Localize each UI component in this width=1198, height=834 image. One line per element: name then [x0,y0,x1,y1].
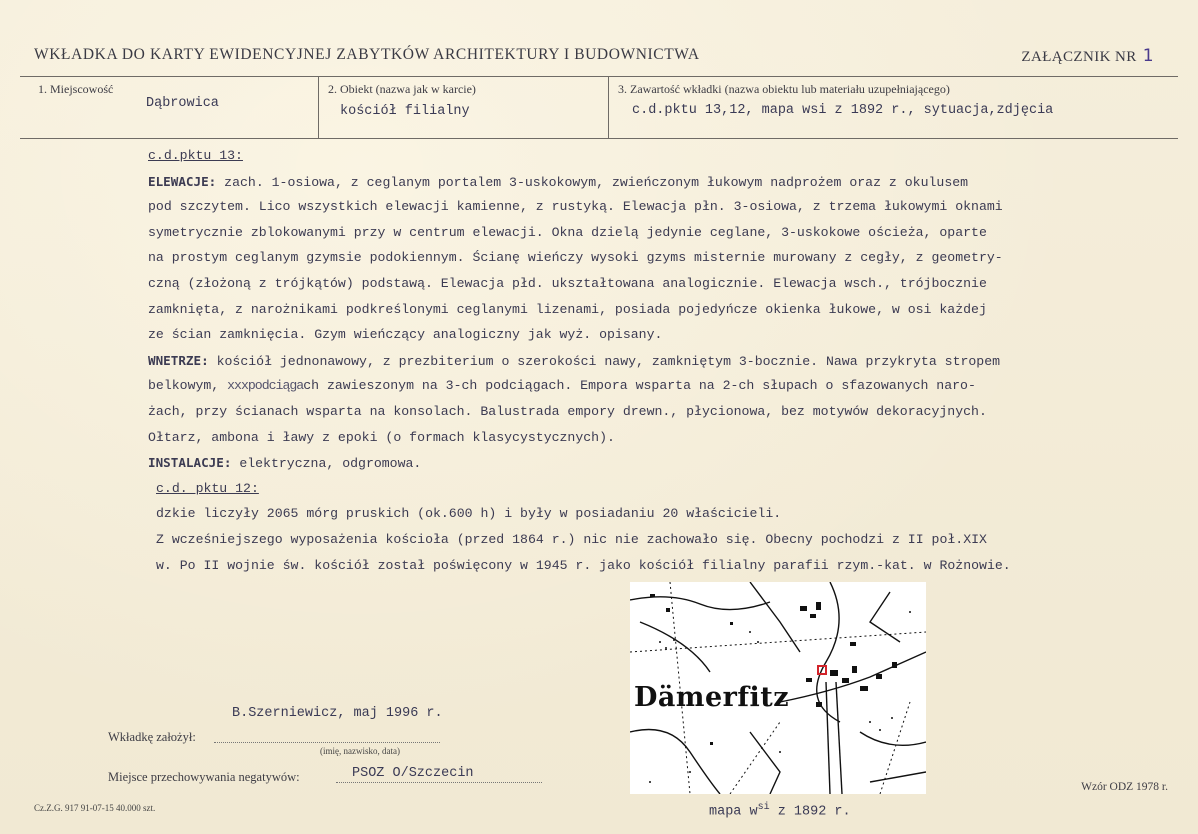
point12-line-3: w. Po II wojnie św. kościół został poświęcony w 1945 r. jako kościół filialny parafii rzym.-kat. w Rożnowie. [156,557,1011,573]
elevations-line-5: czną (złożoną z trójkątów) podstawą. Elewacja płd. ukształtowana analogicznie. Elewacja wsch., trójbocznie [148,275,987,291]
historic-map-image [630,582,926,794]
form-template-info: Wzór ODZ 1978 r. [1081,781,1168,793]
author-label: Wkładkę założył: [108,730,196,744]
map-village-label: Dämerfitz [634,682,790,713]
struck-out-text: xxxpodciąga [227,378,304,394]
field-location-value: Dąbrowica [146,96,219,111]
table-divider-1 [318,76,319,138]
print-info: Cz.Z.G. 917 91-07-15 40.000 szt. [34,803,156,813]
author-hint: (imię, nazwisko, data) [320,746,400,756]
attachment-label: ZAŁĄCZNIK NR [1021,49,1137,65]
elevations-line-7: ze ścian zamknięcia. Gzym wieńczący analogiczny jak wyż. opisany. [148,327,663,343]
point12-line-1: dzkie liczyły 2065 mórg pruskich (ok.600 h) i były w posiadaniu 20 właścicieli. [156,506,782,522]
field-object-label: 2. Obiekt (nazwa jak w karcie) [328,82,476,96]
interior-line-4: Ołtarz, ambona i ławy z epoki (o formach klasycystycznych). [148,429,615,445]
elevations-line-3: symetrycznie zblokowanymi przy w centrum elewacji. Okna dzielą jedynie ceglane, 3-uskokowe ościeża, oparte [148,224,987,240]
map-caption: mapa $w^{si}$ z 1892 r. [709,802,851,820]
author-typed: B.Szerniewicz, maj 1996 r. [232,706,443,721]
field-contents-value: c.d.pktu 13,12, mapa wsi z 1892 r., sytuacja,zdjęcia [632,103,1054,118]
negatives-storage-label: Miejsce przechowywania negatywów: [108,770,300,784]
elevations-line-6: zamknięta, z narożnikami podkreślonymi ceglanymi lizenami, posiada pojedyńcze okienka łukowe, w osi każdej [148,301,987,317]
interior-line-2: belkowym, xxxpodciągach zawieszonym na 3-ch podciągach. Empora wsparta na 2-ch słupach o sfazowanych naro- [148,378,976,394]
point12-line-2: Z wcześniejszego wyposażenia kościoła (przed 1864 r.) nic nie zachowało się. Obecny pochodzi z II poł.XIX [156,531,987,547]
table-divider-2 [608,76,609,138]
interior-line-1: WNETRZE: kościół jednonawowy, z prezbiterium o szerokości nawy, zamkniętym 3-bocznie. Nawa przykryta stropem [148,352,1001,369]
attachment-handwritten-number: 1 [1142,46,1154,66]
field-location-label: 1. Miejscowość [38,82,114,96]
ref-point-13: c.d.pktu 13: [148,148,243,163]
negatives-storage-value: PSOZ O/Szczecin [352,766,474,781]
elevations-line-2: pod szczytem. Lico wszystkich elewacji kamienne, z rustyką. Elewacja płn. 3-osiowa, z trzema łukowymi oknami [148,199,1003,215]
elevations-line-1: ELEWACJE: zach. 1-osiowa, z ceglanym portalem 3-uskokowym, zwieńczonym łukowym nadprożem oraz z okulusem [148,173,969,190]
form-title: WKŁADKA DO KARTY EWIDENCYJNEJ ZABYTKÓW ARCHITEKTURY I BUDOWNICTWA [34,46,700,63]
table-top-rule [20,76,1178,77]
author-dotted-line [214,742,440,743]
installations-line: INSTALACJE: elektryczna, odgromowa. [148,455,422,472]
table-bottom-rule [20,138,1178,139]
description-text [148,143,1088,578]
field-contents-label: 3. Zawartość wkładki (nazwa obiektu lub materiału uzupełniającego) [618,82,950,96]
storage-dotted-line [336,782,542,783]
interior-line-3: żach, przy ścianach wsparta na konsolach. Balustrada empory drewn., płycionowa, bez motywów dekoracyjnych. [148,403,987,419]
attachment-number [1021,46,1154,66]
field-object-value: kościół filialny [340,104,470,119]
ref-point-12: c.d. pktu 12: [156,480,259,496]
elevations-line-4: na prostym ceglanym gzymsie podokiennym. Ścianę wieńczy wysoki gzyms misternie murowany z cegły, z geometry- [148,250,1003,266]
